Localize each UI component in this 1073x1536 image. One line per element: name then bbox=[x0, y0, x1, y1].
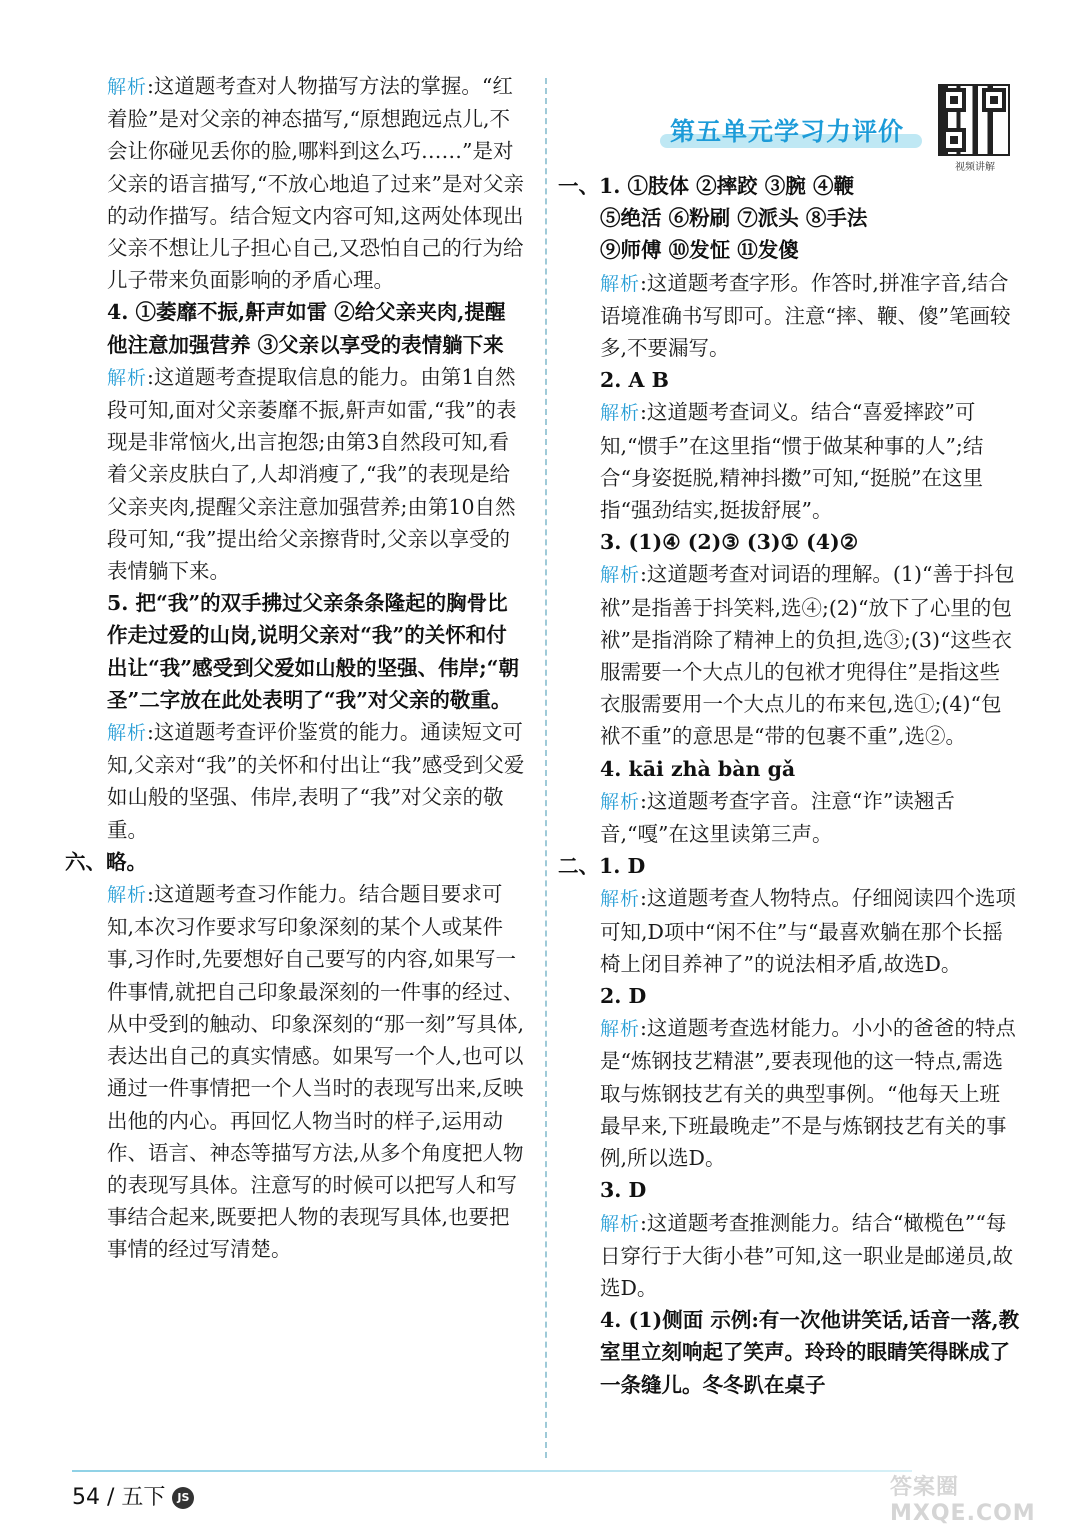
answer-line: 4. (1)侧面 示例:有一次他讲笑话,话音一落,教室里立刻响起了笑声。玲玲的眼睛笑得眯成了一条缝儿。冬冬趴在桌子 bbox=[600, 1308, 1020, 1397]
answer-line: 4. ①萎靡不振,鼾声如雷 ②给父亲夹肉,提醒他注意加强营养 ③父亲以享受的表情躺下来 bbox=[107, 300, 506, 357]
answer-line: 3. D bbox=[600, 1178, 647, 1203]
section-header bbox=[660, 108, 930, 156]
explanation-text: :这道题考查评价鉴赏的能力。通读短文可知,父亲对“我”的关怀和付出让“我”感受到父爱如山般的坚强、伟岸,表明了“我”对父亲的敬重。 bbox=[107, 720, 525, 842]
answer-line: ⑨师傅 ⑩发怔 ⑪发傻 bbox=[600, 238, 799, 263]
analysis-tag: 解析 bbox=[600, 1212, 641, 1235]
analysis-tag: 解析 bbox=[600, 564, 641, 587]
analysis-tag: 解析 bbox=[107, 366, 148, 389]
explanation-paragraph bbox=[600, 1207, 1020, 1305]
analysis-tag: 解析 bbox=[600, 1018, 641, 1041]
explanation-text: :这道题考查提取信息的能力。由第1自然段可知,面对父亲萎靡不振,鼾声如雷,“我”的表现是非常恼火,出言抱怨;由第3自然段可知,看着父亲皮肤白了,人却消瘦了,“我”的表现是给父亲夹肉,提醒父亲注意加强营养;由第10自然段可知,“我”提出给父亲擦背时,父亲以享受的表情躺下来。 bbox=[107, 364, 517, 584]
answer-line: 2. A B bbox=[600, 368, 669, 393]
edition-badge: JS bbox=[172, 1487, 194, 1509]
explanation-paragraph bbox=[600, 785, 1020, 850]
analysis-tag: 解析 bbox=[600, 888, 641, 911]
watermark: 答案圈 MXQE.COM bbox=[890, 1475, 1036, 1526]
grade-label: 五下 bbox=[121, 1485, 166, 1510]
answer-line: 3. (1)④ (2)③ (3)① (4)② bbox=[600, 530, 859, 555]
explanation-text: :这道题考查推测能力。结合“橄榄色”“每日穿行于大街小巷”可知,这一职业是邮递员,故选D。 bbox=[600, 1210, 1014, 1300]
explanation-text: :这道题考查对人物描写方法的掌握。“红着脸”是对父亲的神态描写,“原想跑远点儿,不会让你碰见丢你的脸,哪料到这么巧……”是对父亲的语言描写,“不放心地追了过来”是对父亲的动作描写。结合短文内容可知,这两处体现出父亲不想让儿子担心自己,又恐怕自己的行为给儿子带来负面影响的矛盾心理。 bbox=[107, 74, 524, 293]
section-answer: 二、1. D bbox=[558, 854, 646, 879]
section-answer: 一、1. ①肢体 ②摔跤 ③腕 ④鞭 bbox=[558, 174, 854, 198]
section-title: 第五单元学习力评价 bbox=[670, 117, 905, 146]
qr-label: 视频讲解 bbox=[955, 162, 995, 173]
page-footer bbox=[72, 1480, 194, 1511]
explanation-text: :这道题考查人物特点。仔细阅读四个选项可知,D项中“闲不住”与“最喜欢躺在那个长摇椅上闭目养神了”的说法相矛盾,故选D。 bbox=[600, 886, 1016, 976]
explanation-paragraph bbox=[107, 878, 525, 1265]
explanation-text: :这道题考查字音。注意“诈”读翘舌音,“嘎”在这里读第三声。 bbox=[600, 788, 955, 847]
analysis-tag: 解析 bbox=[600, 402, 641, 425]
answer-line: 5. 把“我”的双手拂过父亲条条隆起的胸骨比作走过爱的山岗,说明父亲对“我”的关怀和付出让“我”感受到父爱如山般的坚强、伟岸;“朝圣”二字放在此处表明了“我”对父亲的敬重。 bbox=[107, 591, 519, 712]
analysis-tag: 解析 bbox=[107, 884, 148, 907]
explanation-paragraph bbox=[600, 1012, 1020, 1174]
footer-separator: / bbox=[107, 1485, 115, 1510]
qr-code-icon[interactable] bbox=[938, 84, 1010, 156]
explanation-paragraph bbox=[107, 716, 525, 846]
explanation-text: :这道题考查选材能力。小小的爸爸的特点是“炼钢技艺精湛”,要表现他的这一特点,需选取与炼钢技艺有关的典型事例。“他每天上班最早来,下班最晚走”不是与炼钢技艺有关的事例,所以选D。 bbox=[600, 1016, 1016, 1171]
column-divider bbox=[545, 78, 547, 1458]
analysis-tag: 解析 bbox=[107, 722, 148, 745]
explanation-paragraph bbox=[107, 361, 525, 587]
explanation-paragraph bbox=[107, 70, 525, 296]
explanation-text: :这道题考查对词语的理解。(1)“善于抖包袱”是指善于抖笑料,选④;(2)“放下了心里的包袱”是指消除了精神上的负担,选③;(3)“这些衣服需要一个大点儿的包袱才兜得住”是指这些衣服需要用一个大点儿的布来包,选①;(4)“包袱不重”的意思是“带的包裹不重”,选②。 bbox=[600, 562, 1015, 749]
explanation-paragraph bbox=[600, 882, 1020, 980]
answer-line: 4. kāi zhà bàn gǎ bbox=[600, 756, 796, 781]
answer-line: ⑤绝活 ⑥粉刷 ⑦派头 ⑧手法 bbox=[600, 206, 868, 231]
analysis-tag: 解析 bbox=[107, 76, 148, 98]
answer-line: 2. D bbox=[600, 984, 647, 1009]
left-column bbox=[65, 70, 525, 1266]
explanation-paragraph bbox=[600, 396, 1020, 526]
explanation-text: :这道题考查习作能力。结合题目要求可知,本次习作要求写印象深刻的某个人或某件事,习作时,先要想好自己要写的内容,如果写一件事情,就把自己印象最深刻的一件事的经过、从中受到的触动、印象深刻的“那一刻”写具体,表达出自己的真实情感。如果写一个人,也可以通过一件事情把一个人当时的表现写出来,反映出他的内心。再回忆人物当时的样子,运用动作、语言、神态等描写方法,从多个角度把人物的表现写具体。注意写的时候可以把写人和写事结合起来,既要把人物的表现写具体,也要把事情的经过写清楚。 bbox=[107, 882, 524, 1262]
analysis-tag: 解析 bbox=[600, 272, 641, 295]
page-number: 54 bbox=[72, 1485, 100, 1510]
footer-rule bbox=[72, 1470, 912, 1472]
explanation-text: :这道题考查字形。作答时,拼准字音,结合语境准确书写即可。注意“摔、鞭、傻”笔画较多,不要漏写。 bbox=[600, 270, 1011, 361]
section-answer: 六、略。 bbox=[65, 849, 147, 874]
right-column bbox=[558, 170, 1020, 1401]
analysis-tag: 解析 bbox=[600, 790, 641, 813]
explanation-paragraph bbox=[600, 267, 1020, 365]
explanation-text: :这道题考查词义。结合“喜爱摔跤”可知,“惯手”在这里指“惯于做某种事的人”;结合“身姿挺脱,精神抖擞”可知,“挺脱”在这里指“强劲结实,挺拔舒展”。 bbox=[600, 400, 984, 523]
explanation-paragraph bbox=[600, 558, 1020, 752]
